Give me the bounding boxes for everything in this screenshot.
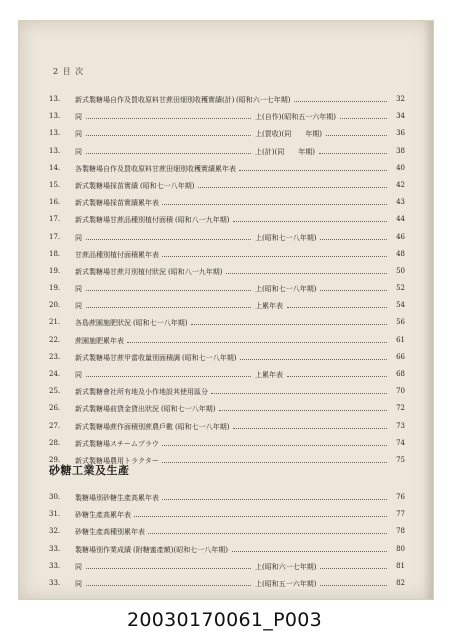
- dot-leader: [86, 290, 251, 291]
- dot-leader: [134, 516, 387, 517]
- entry-page-number: 76: [396, 493, 405, 501]
- dot-leader: [162, 499, 387, 500]
- entry-number: 18.: [49, 249, 61, 258]
- dot-leader: [86, 118, 251, 119]
- entry-title: 新式製糖會社所有地及小作地設其使用區分: [75, 388, 208, 397]
- entry-page-number: 78: [396, 527, 405, 536]
- entry-page-number: 73: [396, 421, 405, 430]
- dot-leader: [148, 533, 387, 534]
- entry-title: 新式製糖場前貸金貸出狀況: [75, 405, 159, 414]
- entry-subtitle: (昭和七一八年期): [182, 353, 237, 362]
- toc-entry: [19, 196, 433, 213]
- entry-page-number: 40: [396, 163, 405, 172]
- entry-number: 32.: [49, 527, 61, 536]
- entry-number: 31.: [49, 510, 61, 519]
- toc-entry: [19, 437, 433, 454]
- entry-page-number: 48: [396, 249, 405, 258]
- entry-subtitle: 上累年表: [255, 302, 283, 311]
- dot-leader: [294, 101, 387, 102]
- entry-page-number: 54: [396, 301, 405, 310]
- page-header: 2 目 次: [53, 67, 85, 76]
- toc-entry: [19, 127, 433, 144]
- entry-number: 13.: [49, 95, 61, 103]
- dot-leader: [340, 118, 387, 119]
- entry-title: 製糖場別砂糖生產高累年表: [75, 494, 159, 502]
- entry-title: 新式製糖場採苗實績: [75, 181, 138, 190]
- entry-number: 22.: [49, 335, 61, 344]
- dot-leader: [191, 324, 387, 325]
- dot-leader: [211, 393, 387, 394]
- entry-title: 新式製糖場農用トラクター: [75, 456, 159, 465]
- dot-leader: [320, 568, 387, 569]
- entry-page-number: 34: [396, 112, 405, 121]
- dot-leader: [198, 187, 387, 188]
- entry-subtitle: (附糖蜜產額)(昭和七一八年期): [133, 545, 228, 554]
- dot-leader: [226, 273, 387, 274]
- toc-entry: [19, 385, 433, 402]
- entry-number: 25.: [49, 387, 61, 396]
- entry-page-number: 44: [396, 215, 405, 224]
- entry-number: 13.: [49, 112, 61, 121]
- entry-subtitle: 上(計)(同 年期): [255, 147, 315, 156]
- entry-title: 同: [75, 130, 82, 139]
- section-heading: 砂糖工業及生產: [49, 464, 130, 477]
- entry-title: 甘蔗品種別植付面積累年表: [75, 250, 159, 259]
- dot-leader: [162, 462, 387, 463]
- dot-leader: [233, 221, 387, 222]
- entry-number: 19.: [49, 266, 61, 275]
- entry-number: 14.: [49, 163, 61, 172]
- dot-leader: [287, 376, 387, 377]
- entry-page-number: 80: [396, 544, 405, 553]
- entry-number: 30.: [49, 493, 61, 501]
- entry-title: 新式製糖場甘蔗甲當收量別面積調: [75, 353, 180, 362]
- entry-title: 同: [75, 562, 82, 571]
- dot-leader: [86, 135, 251, 136]
- entry-number: 21.: [49, 318, 61, 327]
- entry-title: 新式製糖場甘蔗月別植付狀況: [75, 267, 166, 276]
- dot-leader: [86, 376, 251, 377]
- entry-number: 16.: [49, 198, 61, 207]
- dot-leader: [162, 256, 387, 257]
- entry-page-number: 38: [396, 146, 405, 155]
- entry-title: 製糖場別作業成績: [75, 545, 131, 554]
- entry-number: 13.: [49, 146, 61, 155]
- entry-page-number: 36: [396, 129, 405, 138]
- entry-number: 27.: [49, 421, 61, 430]
- toc-list-section: [19, 491, 433, 594]
- entry-subtitle: 上(自作)(昭和五一六年期): [255, 113, 336, 122]
- entry-subtitle: 上累年表: [255, 371, 283, 379]
- toc-entry: [19, 577, 433, 594]
- toc-entry: [19, 282, 433, 299]
- entry-number: 19.: [49, 284, 61, 293]
- toc-entry: [19, 491, 433, 508]
- entry-subtitle: 上(昭和五一六年期): [255, 579, 317, 588]
- toc-entry: [19, 525, 433, 542]
- entry-subtitle: (昭和六一七年期): [236, 96, 291, 104]
- entry-title: 新式製糖場蔗作面積別蔗農戶數: [75, 422, 173, 431]
- toc-entry: [19, 351, 433, 368]
- entry-title: 新式製糖場自作及買收原料甘蔗田畑別收穫實績(計): [75, 96, 235, 104]
- entry-number: 23.: [49, 352, 61, 361]
- entry-page-number: 52: [396, 284, 405, 293]
- dot-leader: [320, 290, 387, 291]
- entry-page-number: 74: [396, 438, 405, 447]
- dot-leader: [240, 359, 387, 360]
- entry-page-number: 82: [396, 578, 405, 587]
- entry-title: 各島蔗園施肥狀況: [75, 319, 131, 328]
- dot-leader: [86, 568, 251, 569]
- entry-title: 同: [75, 233, 82, 242]
- entry-title: 同: [75, 147, 82, 156]
- dot-leader: [86, 153, 251, 154]
- entry-title: 各製糖場自作及買收原料甘蔗田畑別收穫實績累年表: [75, 164, 236, 173]
- dot-leader: [86, 585, 251, 586]
- entry-title: 同: [75, 113, 82, 122]
- entry-number: 24.: [49, 370, 61, 378]
- entry-number: 28.: [49, 438, 61, 447]
- toc-entry: [19, 265, 433, 282]
- toc-entry: [19, 110, 433, 127]
- toc-entry: [19, 508, 433, 525]
- entry-page-number: 42: [396, 180, 405, 189]
- entry-page-number: 61: [396, 335, 405, 344]
- dot-leader: [320, 239, 387, 240]
- entry-subtitle: (昭和七一八年期): [133, 319, 188, 328]
- dot-leader: [219, 410, 387, 411]
- entry-title: 同: [75, 371, 82, 379]
- entry-title: 砂糖生產高累年表: [75, 511, 131, 520]
- entry-title: 新式製糖場甘蔗品種別植付面積: [75, 216, 173, 225]
- entry-title: 蔗園施肥累年表: [75, 336, 124, 345]
- entry-number: 13.: [49, 129, 61, 138]
- dot-leader: [86, 307, 251, 308]
- entry-page-number: 46: [396, 232, 405, 241]
- entry-page-number: 43: [396, 198, 405, 207]
- entry-page-number: 70: [396, 387, 405, 396]
- entry-page-number: 68: [396, 370, 405, 378]
- entry-page-number: 56: [396, 318, 405, 327]
- toc-entry: [19, 162, 433, 179]
- entry-page-number: 32: [396, 95, 405, 103]
- toc-entry: [19, 560, 433, 577]
- entry-title: 同: [75, 285, 82, 294]
- entry-subtitle: 上(昭和六一七年期): [255, 562, 317, 571]
- entry-page-number: 81: [396, 561, 405, 570]
- entry-number: 29.: [49, 455, 61, 464]
- dot-leader: [319, 153, 387, 154]
- toc-entry: [19, 231, 433, 248]
- toc-list: [19, 93, 433, 471]
- toc-entry: [19, 334, 433, 351]
- dot-leader: [233, 428, 387, 429]
- toc-entry: [19, 368, 433, 385]
- entry-title: 同: [75, 302, 82, 311]
- toc-entry: [19, 299, 433, 316]
- entry-title: 同: [75, 579, 82, 588]
- entry-subtitle: (昭和八一九年期): [168, 267, 223, 276]
- entry-number: 26.: [49, 404, 61, 413]
- toc-entry: [19, 179, 433, 196]
- entry-number: 17.: [49, 215, 61, 224]
- entry-number: 17.: [49, 232, 61, 241]
- entry-page-number: 72: [396, 404, 405, 413]
- entry-subtitle: 上(買收)(同 年期): [255, 130, 322, 139]
- entry-title: 新式製糖場スチームプラウ: [75, 439, 159, 448]
- image-caption: 20030170061_P003: [127, 609, 322, 631]
- entry-page-number: 50: [396, 266, 405, 275]
- toc-entry: [19, 420, 433, 437]
- entry-page-number: 77: [396, 510, 405, 519]
- entry-number: 33.: [49, 578, 61, 587]
- entry-title: 砂糖生產高種別累年表: [75, 528, 145, 537]
- entry-page-number: 75: [396, 455, 405, 464]
- toc-entry: [19, 402, 433, 419]
- toc-entry: [19, 93, 433, 110]
- entry-page-number: 66: [396, 352, 405, 361]
- toc-entry: [19, 543, 433, 560]
- dot-leader: [86, 239, 251, 240]
- entry-subtitle: (昭和八一九年期): [175, 216, 230, 225]
- dot-leader: [232, 551, 387, 552]
- entry-subtitle: 上(昭和七一八年期): [255, 285, 317, 294]
- entry-subtitle: (昭和七一八年期): [175, 422, 230, 431]
- entry-number: 20.: [49, 301, 61, 310]
- entry-number: 33.: [49, 544, 61, 553]
- toc-entry: [19, 316, 433, 333]
- entry-subtitle: (昭和七一八年期): [161, 405, 216, 414]
- dot-leader: [326, 135, 387, 136]
- entry-subtitle: (昭和七一八年期): [140, 181, 195, 190]
- dot-leader: [239, 170, 387, 171]
- entry-number: 33.: [49, 561, 61, 570]
- dot-leader: [320, 585, 387, 586]
- entry-subtitle: 上(昭和七一八年期): [255, 233, 317, 242]
- toc-entry: [19, 248, 433, 265]
- dot-leader: [162, 204, 387, 205]
- document-page: [18, 20, 434, 600]
- entry-number: 15.: [49, 180, 61, 189]
- dot-leader: [162, 445, 387, 446]
- toc-entry: [19, 213, 433, 230]
- toc-entry: [19, 145, 433, 162]
- entry-title: 新式製糖場採苗實績累年表: [75, 199, 159, 208]
- dot-leader: [127, 342, 387, 343]
- dot-leader: [287, 307, 387, 308]
